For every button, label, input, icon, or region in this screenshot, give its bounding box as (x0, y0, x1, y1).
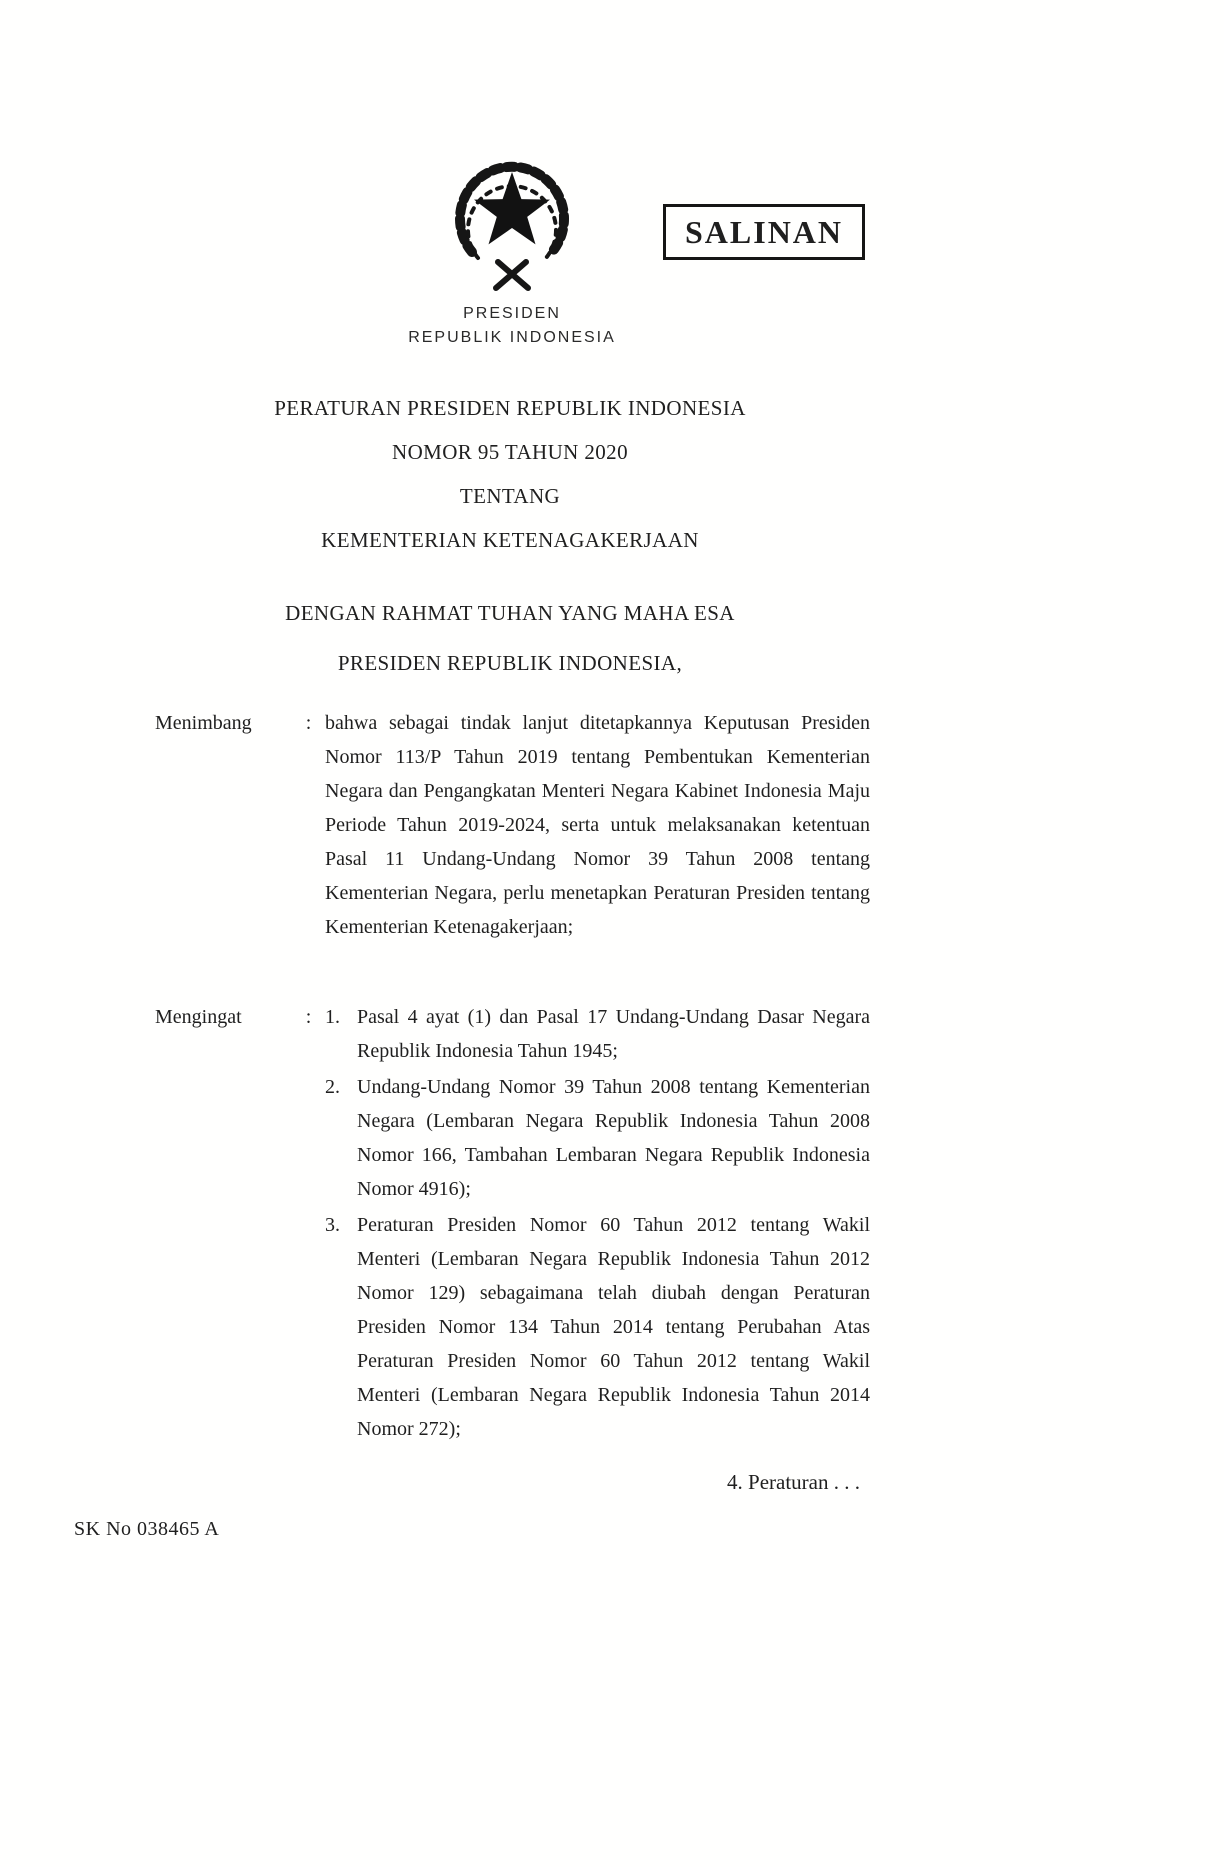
letterhead (362, 302, 662, 350)
mengingat-clause (155, 1000, 870, 1448)
title-line-peraturan: PERATURAN PRESIDEN REPUBLIK INDONESIA (274, 396, 746, 420)
mengingat-label: Mengingat (155, 1006, 242, 1028)
mengingat-colon: : (305, 1006, 312, 1028)
item-number: 2. (325, 1076, 340, 1098)
item-number: 1. (325, 1006, 340, 1028)
item-text: Pasal 4 ayat (1) dan Pasal 17 Undang-Undang Dasar Negara Republik Indonesia Tahun 1945; (357, 1006, 870, 1062)
item-text: Peraturan Presiden Nomor 60 Tahun 2012 tentang Wakil Menteri (Lembaran Negara Republik Indonesia Tahun 2012 Nomor 129) sebagaimana telah diubah dengan Peraturan Presiden Nomor 134 Tahun 2014 tentang Perubahan Atas Peraturan Presiden Nomor 60 Tahun 2012 tentang Wakil Menteri (Lembaran Negara Republik Indonesia Tahun 2014 Nomor 272); (357, 1214, 870, 1440)
preamble-invocation: DENGAN RAHMAT TUHAN YANG MAHA ESA (285, 601, 735, 625)
title-line-subject: KEMENTERIAN KETENAGAKERJAAN (321, 528, 699, 552)
mengingat-item (325, 1208, 870, 1446)
preamble-authority: PRESIDEN REPUBLIK INDONESIA, (337, 651, 683, 675)
title-line-nomor: NOMOR 95 TAHUN 2020 (392, 440, 628, 464)
catchword: 4. Peraturan . . . (727, 1470, 860, 1494)
mengingat-list (325, 1000, 870, 1448)
document-title (150, 386, 870, 562)
menimbang-colon: : (305, 712, 312, 734)
item-text: Undang-Undang Nomor 39 Tahun 2008 tentang Kementerian Negara (Lembaran Negara Republik Indonesia Tahun 2008 Nomor 166, Tambahan Lembaran Negara Republik Indonesia Nomor 4916); (357, 1076, 870, 1200)
menimbang-clause (155, 706, 870, 944)
doc-control-number: SK No 038465 A (74, 1518, 220, 1540)
letterhead-presiden: PRESIDEN (463, 305, 561, 322)
title-line-tentang: TENTANG (459, 484, 561, 508)
preamble (150, 588, 870, 688)
letterhead-republik-indonesia: REPUBLIK INDONESIA (408, 329, 616, 346)
salinan-stamp (663, 204, 865, 260)
national-emblem-icon (442, 150, 582, 300)
mengingat-item (325, 1000, 870, 1068)
menimbang-body: bahwa sebagai tindak lanjut ditetapkannya Keputusan Presiden Nomor 113/P Tahun 2019 tentang Pembentukan Kementerian Negara dan Pengangkatan Menteri Negara Kabinet Indonesia Maju Periode Tahun 2019-2024, serta untuk melaksanakan ketentuan Pasal 11 Undang-Undang Nomor 39 Tahun 2008 tentang Kementerian Negara, perlu menetapkan Peraturan Presiden tentang Kementerian Ketenagakerjaan; (325, 712, 870, 938)
salinan-stamp-label: SALINAN (684, 213, 844, 250)
mengingat-item (325, 1070, 870, 1206)
item-number: 3. (325, 1214, 340, 1236)
menimbang-label: Menimbang (155, 712, 252, 734)
